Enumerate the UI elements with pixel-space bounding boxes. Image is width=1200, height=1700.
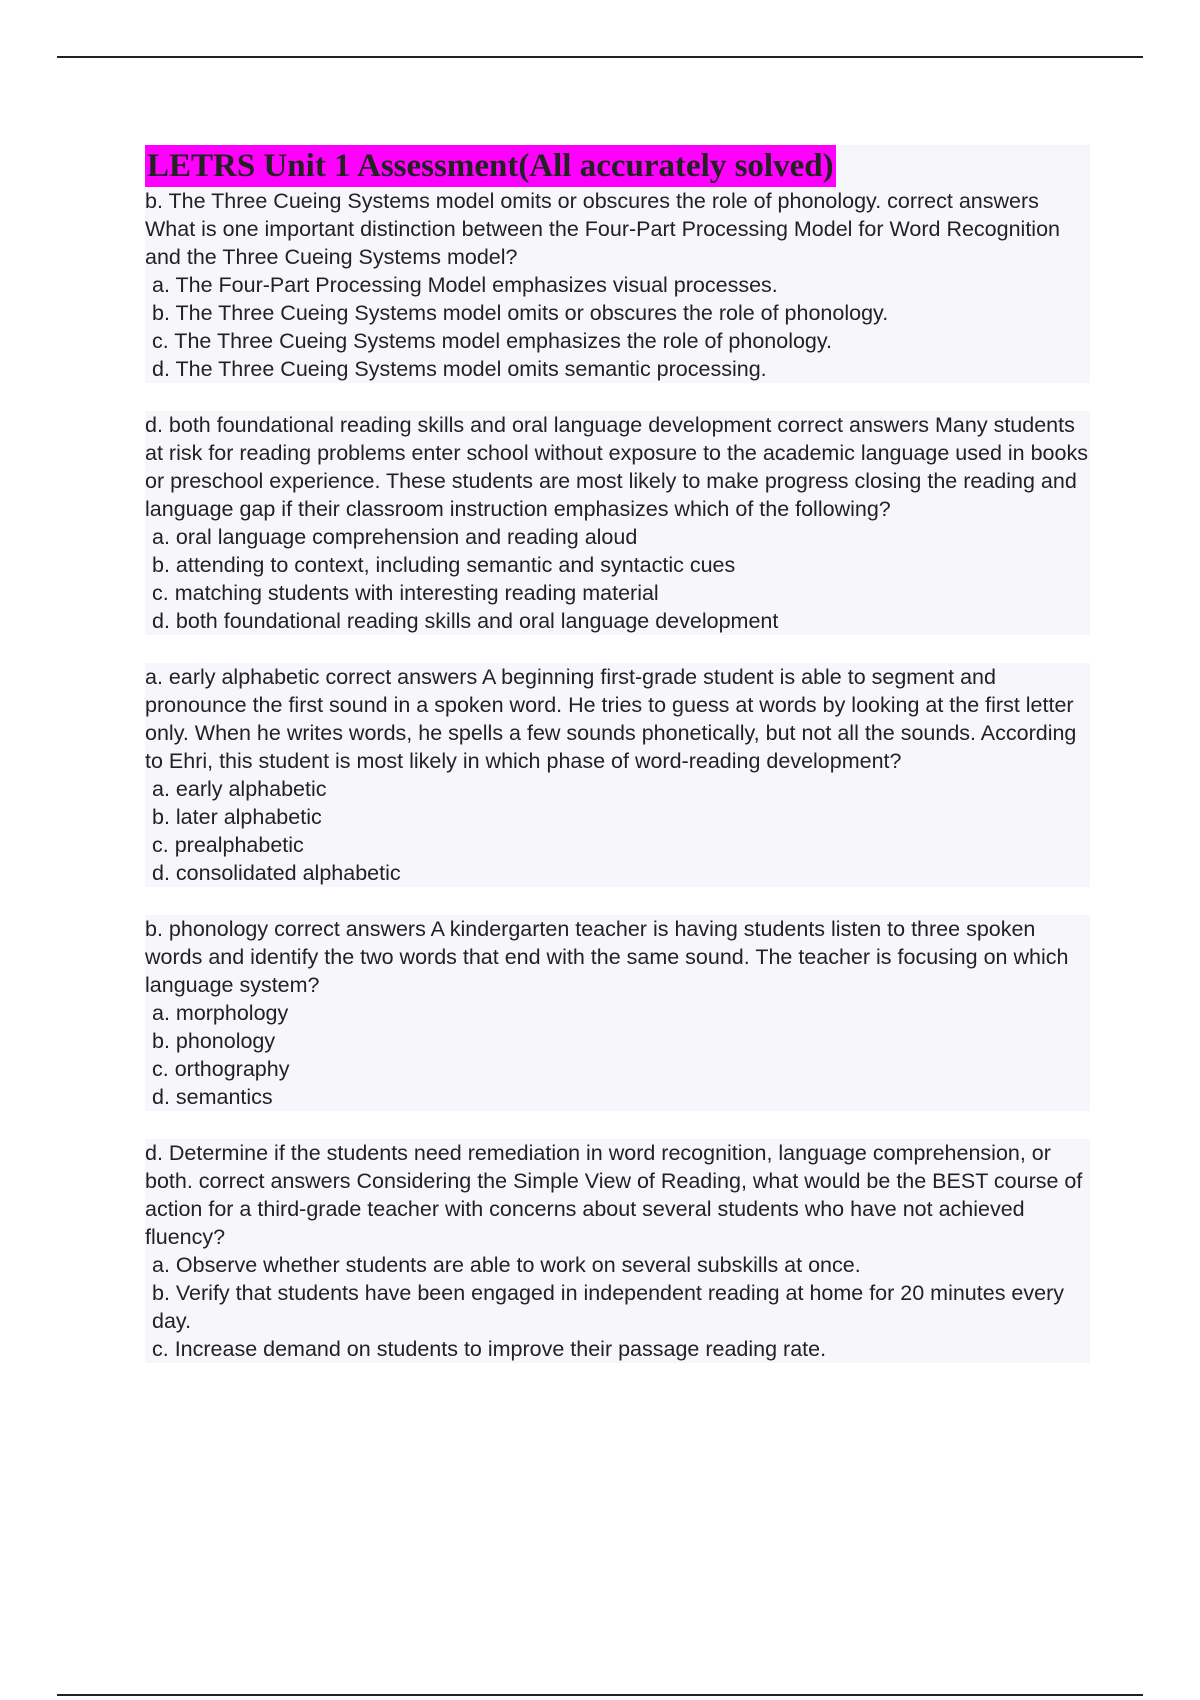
answer-option: d. The Three Cueing Systems model omits semantic processing.	[145, 355, 1090, 383]
answer-option: d. both foundational reading skills and oral language development	[145, 607, 1090, 635]
answer-option: b. The Three Cueing Systems model omits or obscures the role of phonology.	[145, 299, 1090, 327]
answer-option: a. The Four-Part Processing Model emphasizes visual processes.	[145, 271, 1090, 299]
top-rule	[57, 56, 1143, 58]
answer-option: c. Increase demand on students to improve their passage reading rate.	[145, 1335, 1090, 1363]
answer-option: b. phonology	[145, 1027, 1090, 1055]
title-band	[145, 145, 1090, 187]
question-stem: a. early alphabetic correct answers A beginning first-grade student is able to segment and pronounce the first sound in a spoken word. He tries to guess at words by looking at the first letter only. When he writes words, he spells a few sounds phonetically, but not all the sounds. According to Ehri, this student is most likely in which phase of word-reading development?	[145, 663, 1090, 775]
document-body	[145, 145, 1090, 1363]
document-title: LETRS Unit 1 Assessment(All accurately solved)	[145, 145, 836, 187]
answer-option: a. Observe whether students are able to work on several subskills at once.	[145, 1251, 1090, 1279]
answer-option: c. prealphabetic	[145, 831, 1090, 859]
answer-option: a. oral language comprehension and reading aloud	[145, 523, 1090, 551]
answer-option: c. The Three Cueing Systems model emphasizes the role of phonology.	[145, 327, 1090, 355]
question-block-1	[145, 187, 1090, 383]
question-block-2	[145, 411, 1090, 635]
bottom-rule	[57, 1694, 1143, 1696]
question-stem: d. Determine if the students need remediation in word recognition, language comprehension, or both. correct answers Considering the Simple View of Reading, what would be the BEST course of action for a third-grade teacher with concerns about several students who have not achieved fluency?	[145, 1139, 1090, 1251]
answer-option: c. matching students with interesting reading material	[145, 579, 1090, 607]
answer-option: c. orthography	[145, 1055, 1090, 1083]
question-block-3	[145, 663, 1090, 887]
question-stem: b. phonology correct answers A kindergarten teacher is having students listen to three spoken words and identify the two words that end with the same sound. The teacher is focusing on which language system?	[145, 915, 1090, 999]
answer-option: d. semantics	[145, 1083, 1090, 1111]
answer-option: a. early alphabetic	[145, 775, 1090, 803]
question-block-5	[145, 1139, 1090, 1363]
question-stem: d. both foundational reading skills and oral language development correct answers Many students at risk for reading problems enter school without exposure to the academic language used in books or preschool experience. These students are most likely to make progress closing the reading and language gap if their classroom instruction emphasizes which of the following?	[145, 411, 1090, 523]
answer-option: d. consolidated alphabetic	[145, 859, 1090, 887]
answer-option: b. Verify that students have been engaged in independent reading at home for 20 minutes every day.	[145, 1279, 1090, 1335]
answer-option: a. morphology	[145, 999, 1090, 1027]
answer-option: b. attending to context, including semantic and syntactic cues	[145, 551, 1090, 579]
question-block-4	[145, 915, 1090, 1111]
answer-option: b. later alphabetic	[145, 803, 1090, 831]
question-stem: b. The Three Cueing Systems model omits or obscures the role of phonology. correct answers What is one important distinction between the Four-Part Processing Model for Word Recognition and the Three Cueing Systems model?	[145, 187, 1090, 271]
